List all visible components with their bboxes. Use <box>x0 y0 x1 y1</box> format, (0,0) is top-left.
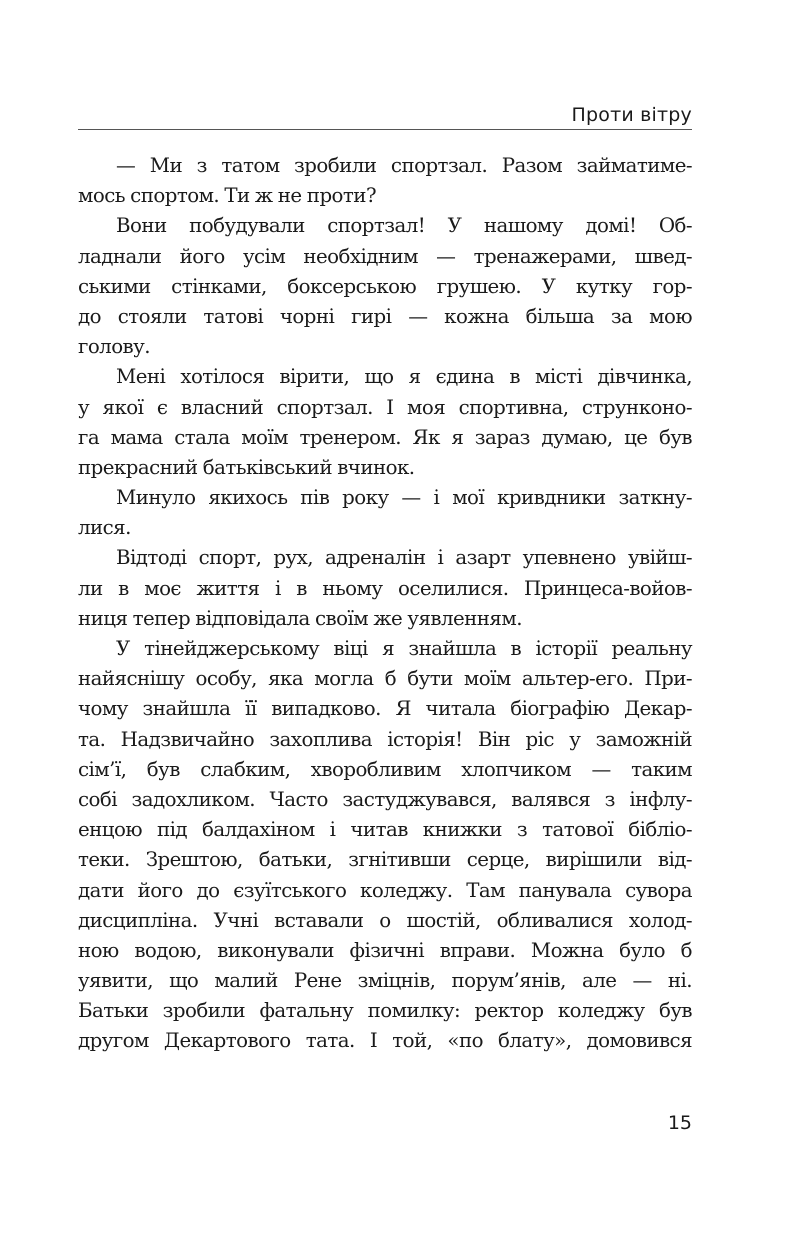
text-line: голову. <box>78 335 150 359</box>
text-line: га мама стала моїм тренером. Як я зараз думаю, це був <box>78 425 692 449</box>
text-line: мось спортом. Ти ж не проти? <box>78 184 377 208</box>
text-line: енцою під балдахіном і читав книжки з татової бібліо- <box>78 818 692 842</box>
running-head-title: Проти вітру <box>571 104 692 126</box>
text-line: ладнали його усім необхідним — тренажерами, швед- <box>78 244 692 268</box>
text-line: найяснішу особу, яка могла б бути моїм альтер-его. При- <box>78 667 692 691</box>
text-line: Вони побудували спортзал! У нашому домі! Об- <box>116 214 692 238</box>
header-rule <box>78 129 692 130</box>
body-text <box>78 151 692 1057</box>
text-line: ною водою, виконували фізичні вправи. Можна було б <box>78 938 692 962</box>
text-line: Минуло якихось пів року — і мої кривдники заткну- <box>116 486 692 510</box>
text-line: лися. <box>78 516 131 540</box>
page-number: 15 <box>667 1112 692 1134</box>
text-line: сім’ї, був слабким, хворобливим хлопчиком — таким <box>78 757 692 781</box>
text-line: чому знайшла її випадково. Я читала біографію Декар- <box>78 697 692 721</box>
paragraph <box>78 362 692 483</box>
text-line: ськими стінками, боксерською грушею. У кутку гор- <box>78 274 692 298</box>
text-line: ли в моє життя і в ньому оселилися. Принцеса-войов- <box>78 576 692 600</box>
text-line: уявити, що малий Рене зміцнів, порум’янів, але — ні. <box>78 969 692 993</box>
text-line: та. Надзвичайно захоплива історія! Він ріс у заможній <box>78 727 692 751</box>
text-line: Відтоді спорт, рух, адреналін і азарт упевнено увійш- <box>116 546 692 570</box>
text-line: дисципліна. Учні вставали о шостій, обливалися холод- <box>78 908 692 932</box>
text-line: теки. Зрештою, батьки, згнітивши серце, вирішили від- <box>78 848 692 872</box>
text-line: Батьки зробили фатальну помилку: ректор коледжу був <box>78 999 692 1023</box>
text-line: Мені хотілося вірити, що я єдина в місті дівчинка, <box>116 365 692 389</box>
paragraph <box>78 543 692 634</box>
paragraph <box>78 151 692 211</box>
text-line: дати його до єзуїтського коледжу. Там панувала сувора <box>78 878 692 902</box>
text-line: до стояли татові чорні гирі — кожна більша за мою <box>78 304 692 328</box>
text-line: — Ми з татом зробили спортзал. Разом займатиме- <box>116 154 692 177</box>
text-line: у якої є власний спортзал. І моя спортивна, струнконо- <box>78 395 692 419</box>
text-line: собі задохликом. Часто застуджувався, валявся з інфлу- <box>78 787 692 811</box>
text-line: У тінейджерському віці я знайшла в історії реальну <box>116 637 692 660</box>
paragraph <box>78 211 692 362</box>
text-line: ниця тепер відповідала своїм же уявленням. <box>78 606 522 630</box>
paragraph <box>78 634 692 1057</box>
paragraph <box>78 483 692 543</box>
text-line: прекрасний батьківський вчинок. <box>78 455 415 479</box>
text-line: другом Декартового тата. І той, «по блату», домовився <box>78 1029 692 1053</box>
